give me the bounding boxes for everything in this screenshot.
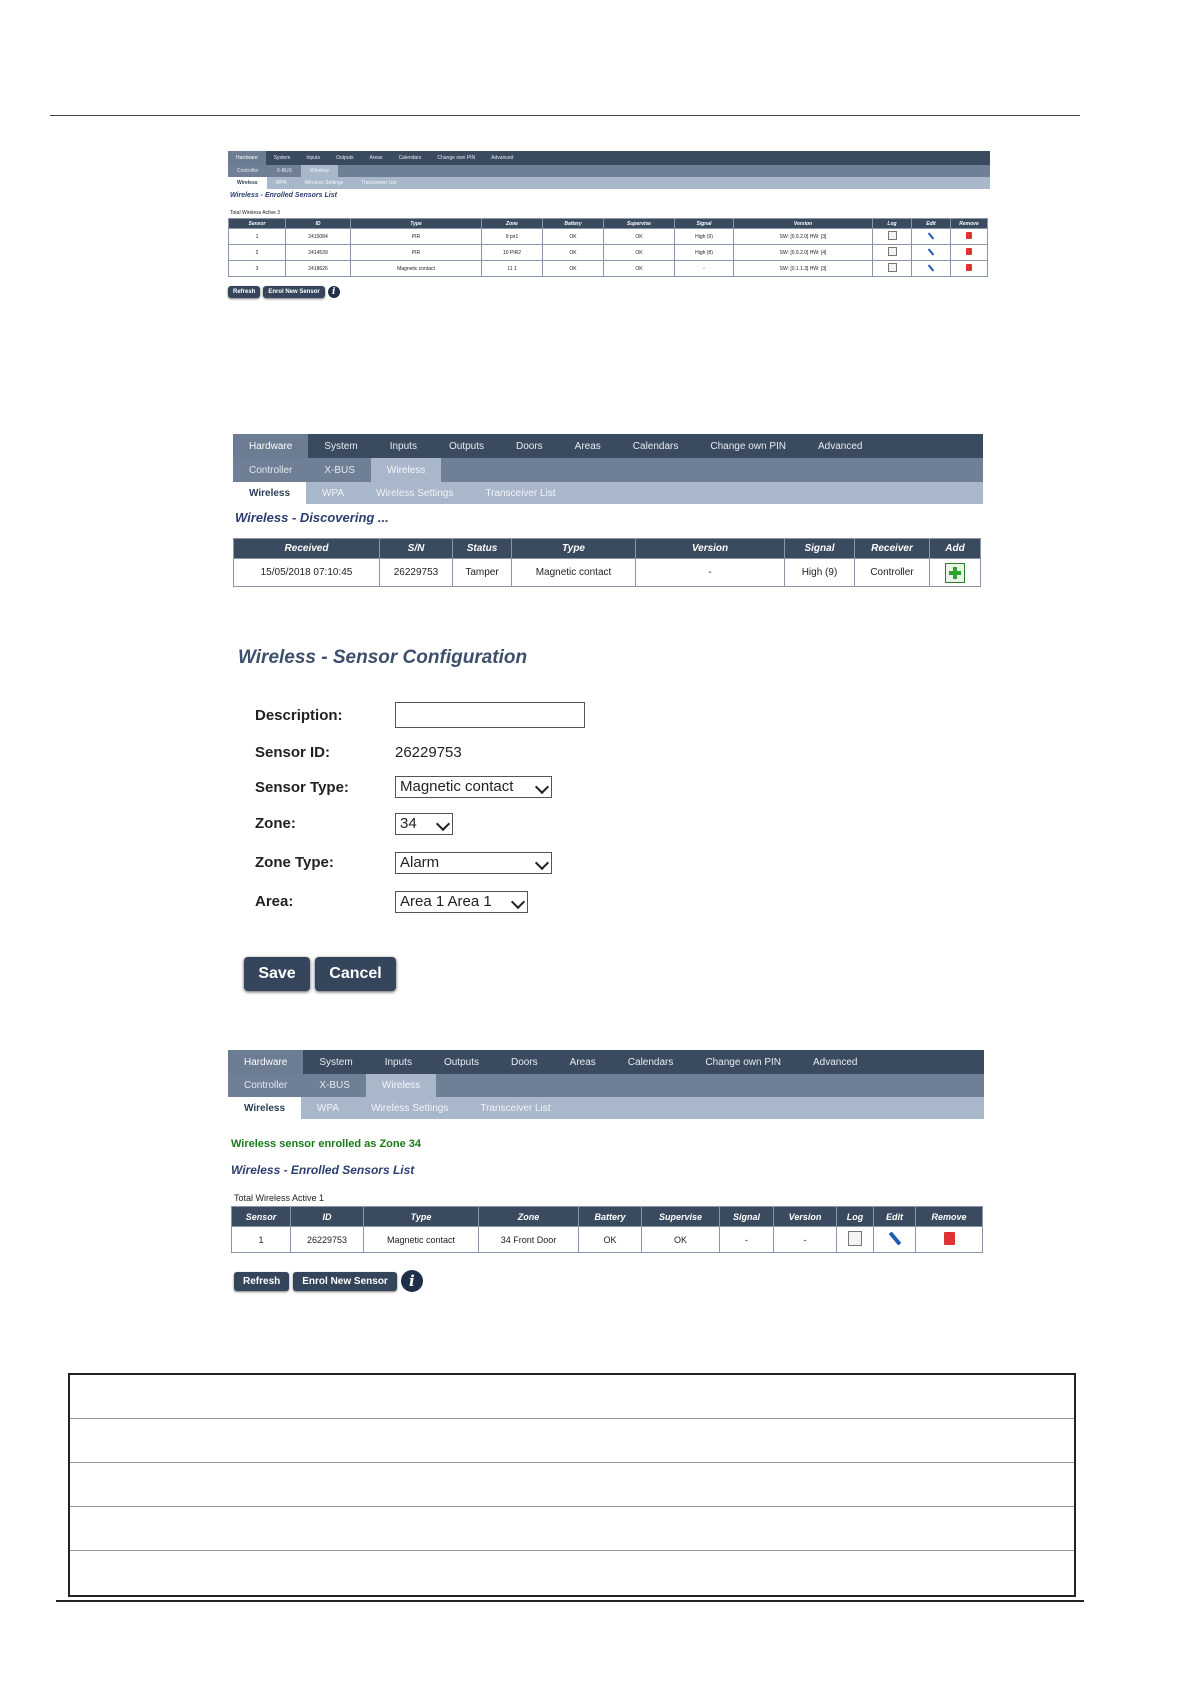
col-type: Type — [512, 539, 636, 559]
subtab-wpa[interactable]: WPA — [275, 180, 287, 186]
table-row — [70, 1463, 1074, 1507]
nav-advanced[interactable]: Advanced — [818, 440, 863, 452]
nav-system[interactable]: System — [324, 440, 358, 452]
edit-cell — [874, 1227, 916, 1253]
remove-cell — [916, 1227, 983, 1253]
area-select[interactable] — [395, 891, 528, 913]
subtab-wireless-settings[interactable]: Wireless Settings — [376, 487, 454, 499]
zone-type-selected: Alarm — [400, 854, 440, 871]
page-title: Wireless - Discovering ... — [235, 510, 389, 525]
page-title: Wireless - Enrolled Sensors List — [231, 1163, 415, 1177]
cell-battery: OK — [543, 261, 604, 277]
tab-xbus[interactable]: X-BUS — [324, 464, 355, 476]
header-rule — [50, 115, 1080, 116]
subtab-wpa[interactable]: WPA — [322, 487, 345, 499]
col-received: Received — [234, 539, 380, 559]
enrol-new-sensor-button[interactable]: Enrol New Sensor — [263, 286, 324, 298]
nav-outputs[interactable]: Outputs — [443, 1056, 479, 1068]
area-label: Area: — [255, 893, 294, 910]
col-zone: Zone — [479, 1207, 579, 1227]
trash-icon[interactable] — [966, 232, 972, 239]
cell-id: 2415084 — [286, 229, 351, 245]
table-row — [232, 1227, 983, 1253]
edit-cell — [912, 229, 951, 245]
tab-controller[interactable]: Controller — [244, 1080, 288, 1091]
cell-supervise: OK — [604, 261, 675, 277]
cell-received: 15/05/2018 07:10:45 — [234, 559, 380, 587]
nav-areas[interactable]: Areas — [369, 155, 383, 161]
edit-pencil-icon[interactable] — [928, 232, 935, 239]
col-remove: Remove — [951, 219, 988, 229]
empty-table — [68, 1373, 1076, 1597]
tab-controller[interactable]: Controller — [237, 168, 259, 174]
edit-cell — [912, 261, 951, 277]
col-zone: Zone — [482, 219, 543, 229]
page-title: Wireless - Enrolled Sensors List — [230, 192, 337, 199]
main-nav — [228, 151, 990, 165]
tab-wireless[interactable]: Wireless — [301, 165, 338, 177]
subtab-transceiver-list[interactable]: Transceiver List — [361, 180, 397, 186]
trash-icon[interactable] — [966, 248, 972, 255]
cell-supervise: OK — [604, 229, 675, 245]
nav-doors[interactable]: Doors — [515, 440, 543, 452]
remove-cell — [951, 261, 988, 277]
cell-id: 26229753 — [291, 1227, 364, 1253]
cancel-button[interactable]: Cancel — [315, 957, 396, 991]
sub-nav — [228, 165, 990, 177]
cell-signal: High (8) — [675, 245, 734, 261]
description-input[interactable] — [395, 702, 585, 728]
log-cell — [873, 229, 912, 245]
col-remove: Remove — [916, 1207, 983, 1227]
nav-change-pin[interactable]: Change own PIN — [705, 1056, 781, 1068]
chevron-down-icon — [535, 780, 549, 794]
nav-outputs[interactable]: Outputs — [335, 155, 354, 161]
edit-cell — [912, 245, 951, 261]
nav-system[interactable]: System — [319, 1056, 353, 1068]
cell-version: SW: [0.1.1.3] HW: [3] — [734, 261, 873, 277]
col-signal: Signal — [720, 1207, 774, 1227]
nav-hardware[interactable]: Hardware — [233, 434, 308, 458]
refresh-button[interactable]: Refresh — [234, 1272, 289, 1291]
cell-signal: High (9) — [675, 229, 734, 245]
table-row — [229, 261, 988, 277]
sensor-id-label: Sensor ID: — [255, 744, 331, 761]
nav-system[interactable]: System — [273, 155, 291, 161]
zone-type-select[interactable] — [395, 852, 552, 874]
col-sensor: Sensor — [232, 1207, 291, 1227]
zone-label: Zone: — [255, 815, 296, 832]
log-icon[interactable] — [888, 231, 897, 240]
col-battery: Battery — [543, 219, 604, 229]
table-row — [70, 1419, 1074, 1463]
chevron-down-icon — [436, 817, 450, 831]
cell-signal: - — [720, 1227, 774, 1253]
sub-nav — [233, 458, 983, 482]
cell-signal: - — [675, 261, 734, 277]
nav-hardware[interactable]: Hardware — [228, 1050, 303, 1074]
col-log: Log — [873, 219, 912, 229]
cell-id: 2414539 — [286, 245, 351, 261]
nav-advanced[interactable]: Advanced — [813, 1056, 858, 1068]
wireless-subnav — [228, 177, 990, 189]
nav-calendars[interactable]: Calendars — [632, 440, 679, 452]
discovering-screenshot — [233, 434, 983, 587]
total-active: Total Wireless Active 1 — [234, 1193, 325, 1203]
cell-zone: 10 PIR2 — [482, 245, 543, 261]
subtab-wpa[interactable]: WPA — [317, 1102, 340, 1114]
subtab-wireless[interactable]: Wireless — [228, 177, 267, 189]
form-title: Wireless - Sensor Configuration — [238, 647, 528, 668]
add-plus-icon[interactable] — [945, 563, 965, 583]
cell-receiver: Controller — [855, 559, 930, 587]
chevron-down-icon — [535, 856, 549, 870]
cell-battery: OK — [543, 245, 604, 261]
main-nav — [233, 434, 983, 458]
table-row — [229, 229, 988, 245]
col-type: Type — [364, 1207, 479, 1227]
cell-battery: OK — [579, 1227, 642, 1253]
tab-wireless[interactable]: Wireless — [366, 1074, 436, 1097]
subtab-wireless-settings[interactable]: Wireless Settings — [371, 1102, 449, 1114]
action-buttons — [234, 1270, 984, 1292]
nav-areas[interactable]: Areas — [569, 1056, 596, 1068]
col-add: Add — [930, 539, 981, 559]
description-label: Description: — [255, 707, 343, 724]
log-cell — [873, 261, 912, 277]
nav-inputs[interactable]: Inputs — [389, 440, 417, 452]
footer-rule — [56, 1600, 1084, 1602]
wireless-subnav — [233, 482, 983, 504]
remove-cell — [951, 245, 988, 261]
nav-hardware[interactable]: Hardware — [228, 151, 266, 165]
cell-version: SW: [0.9.2.0] HW: [3] — [734, 229, 873, 245]
cell-sensor: 1 — [229, 229, 286, 245]
chevron-down-icon — [511, 895, 525, 909]
log-icon[interactable] — [848, 1231, 862, 1246]
zone-select[interactable] — [395, 813, 453, 835]
add-cell — [930, 559, 981, 587]
col-signal: Signal — [785, 539, 855, 559]
log-icon[interactable] — [888, 247, 897, 256]
col-signal: Signal — [675, 219, 734, 229]
edit-pencil-icon[interactable] — [888, 1231, 901, 1245]
zone-type-label: Zone Type: — [255, 854, 334, 871]
edit-pencil-icon[interactable] — [928, 264, 935, 271]
sensor-configuration-form — [238, 647, 758, 997]
save-button[interactable]: Save — [244, 957, 310, 991]
cell-sn: 26229753 — [380, 559, 453, 587]
table-row — [70, 1507, 1074, 1551]
col-id: ID — [291, 1207, 364, 1227]
cell-supervise: OK — [642, 1227, 720, 1253]
col-sn: S/N — [380, 539, 453, 559]
discovered-table — [233, 538, 981, 587]
nav-change-pin[interactable]: Change own PIN — [710, 440, 786, 452]
sensor-id-value: 26229753 — [395, 744, 462, 761]
col-type: Type — [351, 219, 482, 229]
nav-advanced[interactable]: Advanced — [491, 155, 514, 161]
cell-sensor: 2 — [229, 245, 286, 261]
cell-id: 2418626 — [286, 261, 351, 277]
enrol-new-sensor-button[interactable]: Enrol New Sensor — [293, 1272, 397, 1291]
cell-zone: 11 1 — [482, 261, 543, 277]
cell-zone: 9 pir1 — [482, 229, 543, 245]
col-log: Log — [837, 1207, 874, 1227]
tab-xbus[interactable]: X-BUS — [319, 1080, 350, 1091]
col-edit: Edit — [912, 219, 951, 229]
table-row — [234, 559, 981, 587]
total-active: Total Wireless Active 3 — [230, 210, 281, 216]
info-icon[interactable]: i — [401, 1270, 423, 1292]
cell-type: Magnetic contact — [512, 559, 636, 587]
col-edit: Edit — [874, 1207, 916, 1227]
nav-inputs[interactable]: Inputs — [306, 155, 320, 161]
remove-cell — [951, 229, 988, 245]
wireless-subnav — [228, 1097, 984, 1119]
nav-outputs[interactable]: Outputs — [448, 440, 484, 452]
subtab-wireless[interactable]: Wireless — [233, 482, 306, 504]
sub-nav — [228, 1074, 984, 1097]
col-version: Version — [636, 539, 785, 559]
log-cell — [873, 245, 912, 261]
trash-icon[interactable] — [944, 1232, 955, 1245]
enrolled-list-screenshot-initial — [228, 151, 990, 298]
area-selected: Area 1 Area 1 — [400, 893, 492, 910]
sensors-table — [231, 1206, 983, 1253]
info-icon[interactable]: i — [328, 286, 340, 298]
cell-battery: OK — [543, 229, 604, 245]
nav-calendars[interactable]: Calendars — [627, 1056, 674, 1068]
edit-pencil-icon[interactable] — [928, 248, 935, 255]
nav-inputs[interactable]: Inputs — [384, 1056, 412, 1068]
cell-type: Magnetic contact — [351, 261, 482, 277]
cell-version: SW: [0.9.2.0] HW: [4] — [734, 245, 873, 261]
col-status: Status — [453, 539, 512, 559]
cell-type: PIR — [351, 245, 482, 261]
zone-selected: 34 — [400, 815, 417, 832]
nav-calendars[interactable]: Calendars — [398, 155, 422, 161]
subtab-transceiver-list[interactable]: Transceiver List — [485, 487, 556, 499]
sensor-type-selected: Magnetic contact — [400, 778, 514, 795]
cell-type: PIR — [351, 229, 482, 245]
cell-status: Tamper — [453, 559, 512, 587]
cell-sensor: 1 — [232, 1227, 291, 1253]
tab-controller[interactable]: Controller — [249, 464, 293, 476]
sensors-table — [228, 218, 988, 277]
table-row — [70, 1551, 1074, 1595]
log-cell — [837, 1227, 874, 1253]
subtab-wireless[interactable]: Wireless — [228, 1097, 301, 1119]
refresh-button[interactable]: Refresh — [228, 286, 260, 298]
sensor-type-select[interactable] — [395, 776, 552, 798]
cell-signal: High (9) — [785, 559, 855, 587]
tab-wireless[interactable]: Wireless — [371, 458, 441, 482]
cell-version: - — [636, 559, 785, 587]
cell-sensor: 3 — [229, 261, 286, 277]
nav-doors[interactable]: Doors — [510, 1056, 538, 1068]
subtab-transceiver-list[interactable]: Transceiver List — [480, 1102, 551, 1114]
col-supervise: Supervise — [604, 219, 675, 229]
cell-supervise: OK — [604, 245, 675, 261]
cell-version: - — [774, 1227, 837, 1253]
nav-areas[interactable]: Areas — [574, 440, 601, 452]
col-version: Version — [734, 219, 873, 229]
action-buttons — [228, 286, 990, 298]
subtab-wireless-settings[interactable]: Wireless Settings — [304, 180, 344, 186]
col-sensor: Sensor — [229, 219, 286, 229]
success-message: Wireless sensor enrolled as Zone 34 — [231, 1138, 422, 1150]
trash-icon[interactable] — [966, 264, 972, 271]
main-nav — [228, 1050, 984, 1074]
col-battery: Battery — [579, 1207, 642, 1227]
cell-zone: 34 Front Door — [479, 1227, 579, 1253]
table-row — [70, 1375, 1074, 1419]
sensor-type-label: Sensor Type: — [255, 779, 349, 796]
col-version: Version — [774, 1207, 837, 1227]
table-row — [229, 245, 988, 261]
col-supervise: Supervise — [642, 1207, 720, 1227]
col-id: ID — [286, 219, 351, 229]
nav-change-pin[interactable]: Change own PIN — [437, 155, 476, 161]
tab-xbus[interactable]: X-BUS — [276, 168, 292, 174]
col-receiver: Receiver — [855, 539, 930, 559]
cell-type: Magnetic contact — [364, 1227, 479, 1253]
enrolled-list-screenshot-final — [228, 1050, 984, 1292]
log-icon[interactable] — [888, 263, 897, 272]
